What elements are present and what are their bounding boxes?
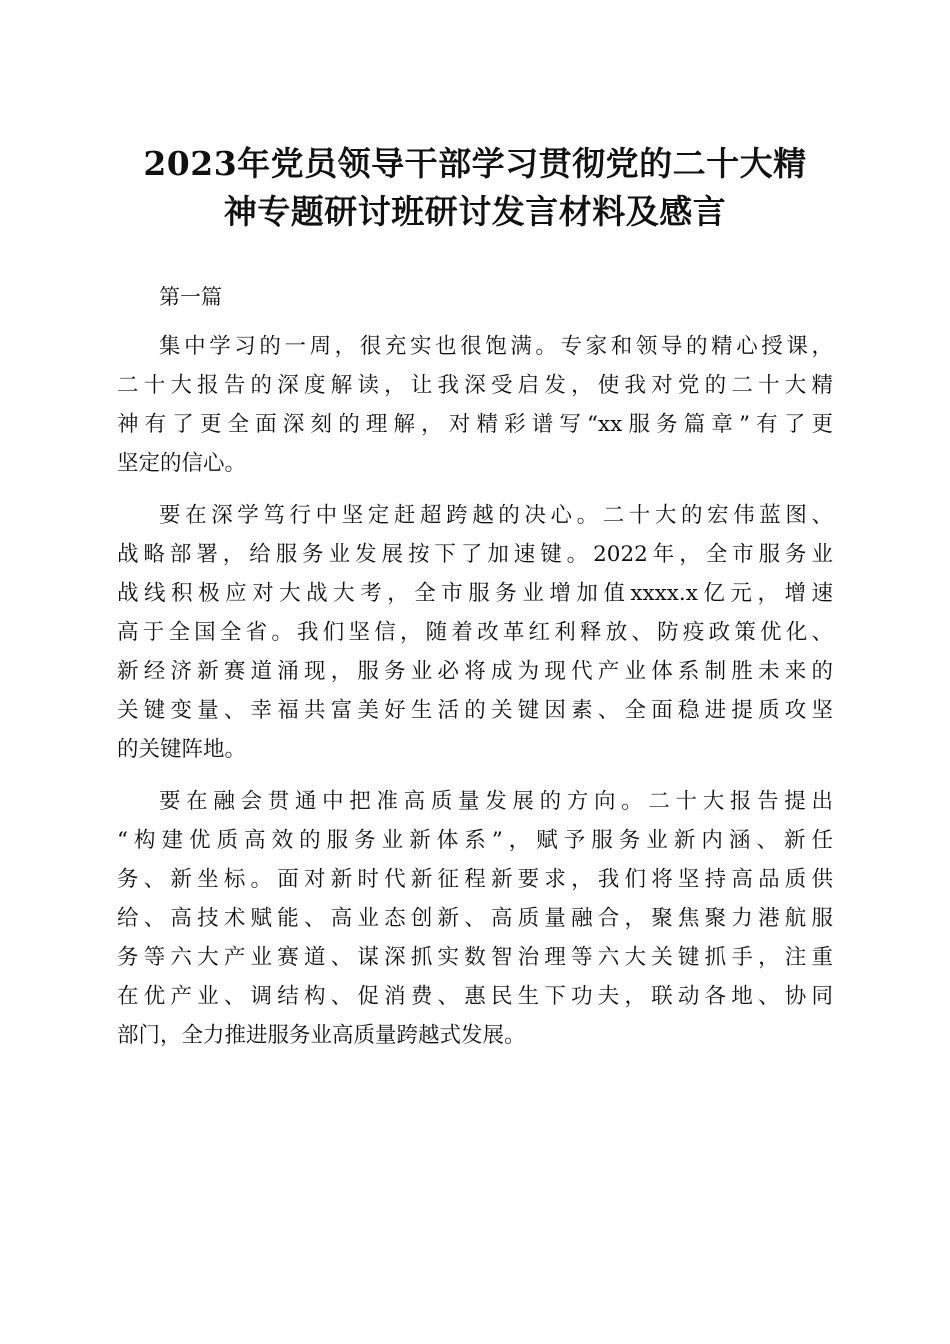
paragraph-line: 集中学习的一周，很充实也很饱满。专家和领导的精心授课， bbox=[159, 334, 833, 359]
paragraph-line: 神有了更全面深刻的理解，对精彩谱写“xx服务篇章”有了更 bbox=[117, 412, 833, 437]
paragraph-line: 高于全国全省。我们坚信，随着改革红利释放、防疫政策优化、 bbox=[117, 620, 833, 645]
paragraph-line: 二十大报告的深度解读，让我深受启发，使我对党的二十大精 bbox=[117, 373, 833, 398]
paragraph-line: 坚定的信心。 bbox=[117, 451, 247, 476]
paragraph-1 bbox=[117, 327, 833, 483]
paragraph-line: 关键变量、幸福共富美好生活的关键因素、全面稳进提质攻坚 bbox=[117, 698, 833, 723]
document-title bbox=[100, 140, 850, 236]
paragraph-2 bbox=[117, 496, 833, 769]
paragraph-line: “构建优质高效的服务业新体系”，赋予服务业新内涵、新任 bbox=[117, 828, 833, 853]
paragraph-line: 部门，全力推进服务业高质量跨越式发展。 bbox=[117, 1023, 526, 1048]
paragraph-line: 要在深学笃行中坚定赶超跨越的决心。二十大的宏伟蓝图、 bbox=[159, 503, 833, 528]
section-label: 第一篇 bbox=[159, 285, 222, 309]
title-line: 2023年党员领导干部学习贯彻党的二十大精 bbox=[143, 144, 807, 183]
paragraph-line: 战略部署，给服务业发展按下了加速键。2022年，全市服务业 bbox=[117, 542, 833, 567]
paragraph-line: 在优产业、调结构、促消费、惠民生下功夫，联动各地、协同 bbox=[117, 984, 833, 1009]
paragraph-line: 给、高技术赋能、高业态创新、高质量融合，聚焦聚力港航服 bbox=[117, 906, 833, 931]
document-body bbox=[117, 275, 833, 1055]
paragraph-line: 务、新坐标。面对新时代新征程新要求，我们将坚持高品质供 bbox=[117, 867, 833, 892]
paragraph-line: 战线积极应对大战大考，全市服务业增加值xxxx.x亿元，增速 bbox=[117, 581, 833, 606]
paragraph-3 bbox=[117, 782, 833, 1055]
paragraph-line: 新经济新赛道涌现，服务业必将成为现代产业体系制胜未来的 bbox=[117, 659, 833, 684]
title-line: 神专题研讨班研讨发言材料及感言 bbox=[223, 192, 727, 231]
paragraph-line: 的关键阵地。 bbox=[117, 737, 247, 762]
paragraph-line: 要在融会贯通中把准高质量发展的方向。二十大报告提出 bbox=[159, 789, 833, 814]
paragraph-line: 务等六大产业赛道、谋深抓实数智治理等六大关键抓手，注重 bbox=[117, 945, 833, 970]
